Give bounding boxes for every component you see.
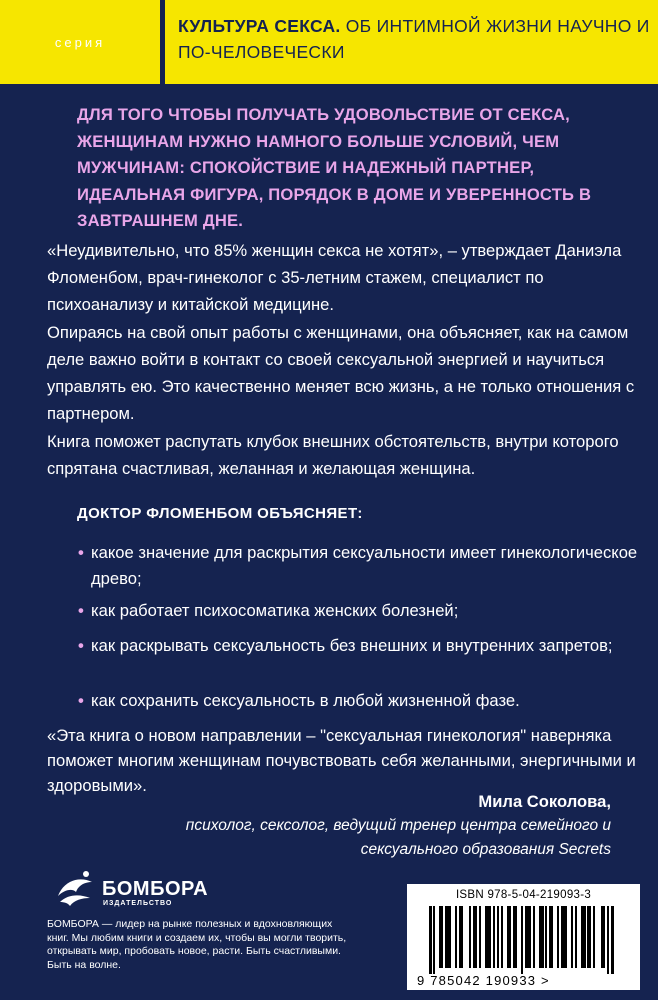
barcode-bar xyxy=(571,906,573,968)
barcode-bar xyxy=(475,906,477,968)
lead-paragraph: ДЛЯ ТОГО ЧТОБЫ ПОЛУЧАТЬ УДОВОЛЬСТВИЕ ОТ СЕКСА, ЖЕНЩИНАМ НУЖНО НАМНОГО БОЛЬШЕ УСЛОВИЙ, ЧЕМ МУЖЧИНАМ: СПОКОЙСТВИЕ И НАДЕЖНЫЙ ПАРТНЕР, ИДЕАЛЬНАЯ ФИГУРА, ПОРЯДОК В ДОМЕ И УВЕРЕННОСТЬ В ЗАВТРАШНЕМ ДНЕ. xyxy=(77,105,592,230)
barcode-bar xyxy=(551,906,553,968)
quote-author-role: психолог, сексолог, ведущий тренер центра семейного и сексуального образования Secrets xyxy=(185,817,611,858)
bombora-logo-icon xyxy=(50,866,98,914)
barcode-bar xyxy=(545,906,547,968)
list-item xyxy=(78,633,613,659)
barcode-bar xyxy=(439,906,441,968)
barcode-bar xyxy=(607,906,609,974)
list-item-text: как сохранить сексуальность в любой жизненной фазе. xyxy=(91,691,520,710)
barcode-bar xyxy=(487,906,489,968)
barcode-bar xyxy=(525,906,527,968)
barcode-bar xyxy=(557,906,559,968)
barcode-bar xyxy=(507,906,509,968)
barcode-bar xyxy=(521,906,523,974)
barcode-bar xyxy=(493,906,495,968)
barcode-bar xyxy=(489,906,491,968)
body-paragraph-3: Книга поможет распутать клубок внешних обстоятельств, внутри которого спрятана счастливая, желанная и желающая женщина. xyxy=(47,432,619,478)
list-item-text: какое значение для раскрытия сексуальности имеет гинекологическое древо; xyxy=(91,543,638,588)
barcode-digits: 9 785042 190933 > xyxy=(417,973,550,988)
barcode-bar xyxy=(449,906,451,968)
barcode-bar xyxy=(593,906,595,968)
barcode-bar xyxy=(479,906,481,968)
barcode-bar xyxy=(469,906,471,968)
series-badge xyxy=(0,0,160,84)
barcode-bar xyxy=(563,906,565,968)
series-title-rest: ОБ ИНТИМНОЙ ЖИЗНИ НАУЧНО И ПО-ЧЕЛОВЕЧЕСКИ xyxy=(178,16,650,62)
barcode-bar xyxy=(601,906,603,968)
barcode-bar xyxy=(611,906,614,974)
barcode-bar xyxy=(515,906,517,968)
bullet-icon: • xyxy=(78,601,84,620)
barcode-bar xyxy=(459,906,461,968)
logo-subtitle: ИЗДАТЕЛЬСТВО xyxy=(103,900,173,907)
barcode-bar xyxy=(497,906,499,968)
barcode-bar xyxy=(549,906,551,968)
barcode-bar xyxy=(575,906,577,968)
isbn-text: ISBN 978-5-04-219093-3 xyxy=(455,889,592,901)
series-label: серия xyxy=(54,34,106,50)
isbn-barcode xyxy=(407,884,640,990)
barcode-bar xyxy=(429,906,432,974)
body-paragraph-2: Опираясь на свой опыт работы с женщинами, она объясняет, как на самом деле важно войти в контакт со своей сексуальной энергией и научиться управлять ею. Это качественно меняет всю жизнь, а не только отношения с партнером. xyxy=(47,323,635,423)
barcode-bar xyxy=(589,906,591,968)
list-item xyxy=(78,540,638,592)
list-item-text: как работает психосоматика женских болезней; xyxy=(91,601,459,620)
body-paragraph-1: «Неудивительно, что 85% женщин секса не хотят», – утверждает Даниэла Фломенбом, врач-гинеколог с 35-летним стажем, специалист по психоанализу и китайской медицине. xyxy=(47,241,622,314)
barcode-bar xyxy=(441,906,443,968)
barcode-bar xyxy=(433,906,435,974)
barcode-bar xyxy=(529,906,531,968)
barcode-bar xyxy=(455,906,457,968)
bullet-icon: • xyxy=(78,691,84,710)
barcode-bar xyxy=(533,906,535,968)
barcode-bar xyxy=(587,906,589,968)
bullet-icon: • xyxy=(78,636,84,655)
publisher-logo xyxy=(50,866,210,916)
publisher-description: БОМБОРА — лидер на рынке полезных и вдохновляющих книг. Мы любим книги и создаем их, чтобы вы могли творить, открывать мир, пробовать новое, расти. Быть счастливыми. Быть на волне. xyxy=(47,918,347,971)
barcode-bar xyxy=(541,906,544,968)
section-subhead: ДОКТОР ФЛОМЕНБОМ ОБЪЯСНЯЕТ: xyxy=(77,505,363,522)
list-item-text: как раскрывать сексуальность без внешних и внутренних запретов; xyxy=(91,636,613,655)
barcode-bar xyxy=(501,906,503,968)
barcode-bar xyxy=(583,906,586,968)
quote-author-name: Мила Соколова, xyxy=(478,792,611,811)
bullet-icon: • xyxy=(78,543,84,562)
list-item xyxy=(78,688,520,714)
series-title xyxy=(165,0,658,84)
series-title-bold: КУЛЬТУРА СЕКСА. xyxy=(178,16,341,36)
barcode-bar xyxy=(603,906,605,968)
list-item xyxy=(78,598,458,624)
barcode-bar xyxy=(565,906,567,968)
barcode-bar xyxy=(447,906,449,968)
barcode-bar xyxy=(561,906,563,968)
barcode-icon xyxy=(429,906,619,974)
barcode-bar xyxy=(509,906,511,968)
barcode-bar xyxy=(445,906,447,968)
barcode-bar xyxy=(581,906,583,968)
barcode-bar xyxy=(473,906,475,968)
logo-name: БОМБОРА xyxy=(102,878,209,900)
barcode-bar xyxy=(539,906,541,968)
barcode-bar xyxy=(461,906,463,968)
testimonial-quote: «Эта книга о новом направлении – "сексуальная гинекология" наверняка поможет многим женщинам почувствовать себя желанными, энергичными и здоровыми». xyxy=(47,726,636,795)
